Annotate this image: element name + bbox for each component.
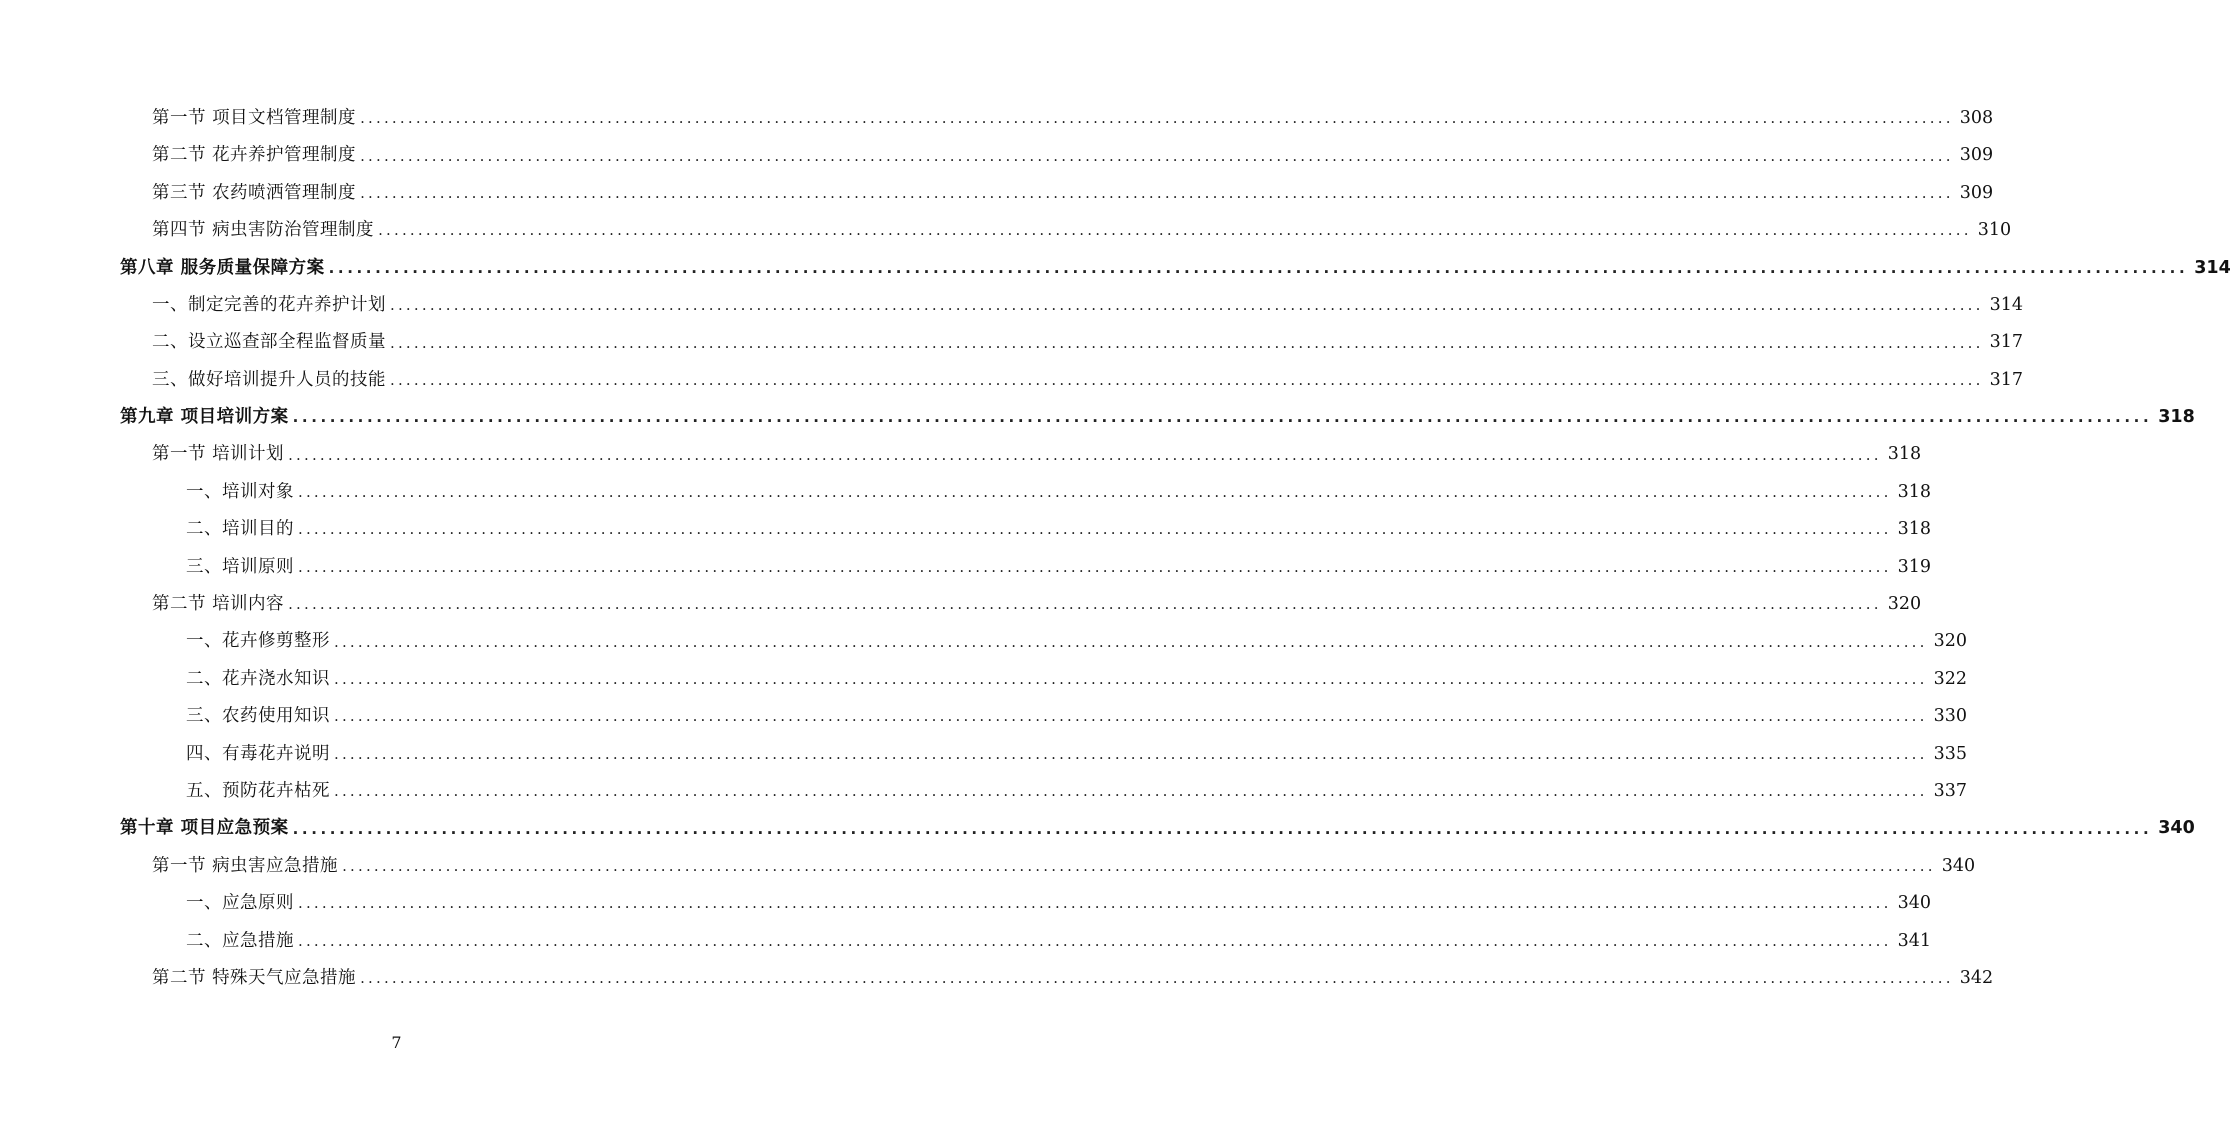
toc-entry-page: 322 [1933,668,1968,689]
toc-dot-leader: ........................................................................................................................................................................................................ [328,258,2189,277]
toc-entry-label: 第八章 服务质量保障方案 [120,257,325,278]
toc-entry-label: 第二节 特殊天气应急措施 [152,967,357,988]
toc-entry-page: 319 [1897,556,1932,577]
toc-entry-label: 二、培训目的 [186,519,294,540]
toc-subsection-entry[interactable] [0,698,1968,735]
toc-dot-leader: ........................................................................................................................................................................................................ [298,520,1892,539]
toc-entry-page: 335 [1933,743,1968,764]
toc-entry-label: 第三节 农药喷洒管理制度 [152,182,357,203]
toc-section-entry[interactable] [0,287,2024,324]
toc-section-entry[interactable] [0,437,1922,474]
toc-entry-page: 318 [1887,444,1922,465]
toc-entry-page: 318 [1897,519,1932,540]
toc-entry-page: 309 [1959,145,1994,166]
toc-dot-leader: ........................................................................................................................................................................................................ [298,931,1892,950]
toc-entry-page: 340 [1941,855,1976,876]
toc-entry-label: 第一节 病虫害应急措施 [152,855,339,876]
toc-entry-label: 五、预防花卉枯死 [186,780,330,801]
toc-dot-leader: ........................................................................................................................................................................................................ [390,370,1984,389]
toc-chapter-entry[interactable] [0,810,2195,847]
toc-section-entry[interactable] [0,960,1994,997]
toc-entry-page: 341 [1897,930,1932,951]
toc-section-entry[interactable] [0,100,1994,137]
toc-entry-page: 340 [1897,893,1932,914]
toc-entry-label: 一、制定完善的花卉养护计划 [152,294,386,315]
table-of-contents [0,100,2231,997]
toc-dot-leader: ........................................................................................................................................................................................................ [288,595,1882,614]
toc-chapter-entry[interactable] [0,250,2231,287]
toc-dot-leader: ........................................................................................................................................................................................................ [298,483,1892,502]
toc-dot-leader: ........................................................................................................................................................................................................ [334,632,1928,651]
toc-entry-label: 第一节 培训计划 [152,444,285,465]
toc-entry-label: 第十章 项目应急预案 [120,818,289,839]
toc-section-entry[interactable] [0,212,2012,249]
toc-entry-label: 第二节 花卉养护管理制度 [152,145,357,166]
toc-entry-page: 318 [2158,407,2195,428]
toc-entry-label: 一、培训对象 [186,481,294,502]
toc-dot-leader: ........................................................................................................................................................................................................ [390,296,1984,315]
toc-dot-leader: ........................................................................................................................................................................................................ [360,109,1954,128]
toc-entry-label: 第四节 病虫害防治管理制度 [152,220,375,241]
toc-entry-label: 三、做好培训提升人员的技能 [152,369,386,390]
toc-entry-page: 314 [1989,294,2024,315]
toc-subsection-entry[interactable] [0,736,1968,773]
toc-section-entry[interactable] [0,175,1994,212]
toc-dot-leader: ........................................................................................................................................................................................................ [292,408,2153,427]
toc-entry-label: 一、花卉修剪整形 [186,631,330,652]
toc-entry-label: 第九章 项目培训方案 [120,407,289,428]
toc-entry-page: 309 [1959,182,1994,203]
toc-entry-label: 第一节 项目文档管理制度 [152,107,357,128]
toc-dot-leader: ........................................................................................................................................................................................................ [342,857,1936,875]
toc-subsection-entry[interactable] [0,773,1968,810]
toc-section-entry[interactable] [0,586,1922,623]
toc-entry-page: 320 [1933,631,1968,652]
toc-dot-leader: ........................................................................................................................................................................................................ [288,445,1882,464]
toc-entry-page: 310 [1977,220,2012,241]
toc-entry-page: 314 [2194,257,2231,278]
toc-entry-label: 第二节 培训内容 [152,594,285,615]
toc-subsection-entry[interactable] [0,661,1968,698]
toc-dot-leader: ........................................................................................................................................................................................................ [378,221,1972,240]
toc-section-entry[interactable] [0,362,2024,399]
toc-dot-leader: ........................................................................................................................................................................................................ [334,744,1928,763]
toc-entry-label: 二、花卉浇水知识 [186,668,330,689]
toc-entry-page: 340 [2158,818,2195,839]
toc-entry-page: 320 [1887,594,1922,615]
toc-dot-leader: ........................................................................................................................................................................................................ [334,670,1928,689]
toc-entry-page: 330 [1933,706,1968,727]
toc-dot-leader: ........................................................................................................................................................................................................ [360,146,1954,165]
page-number: 7 [391,1033,402,1052]
toc-subsection-entry[interactable] [0,885,1932,922]
toc-entry-label: 三、培训原则 [186,556,294,577]
toc-entry-label: 二、应急措施 [186,930,294,951]
toc-section-entry[interactable] [0,848,1976,885]
toc-subsection-entry[interactable] [0,623,1968,660]
toc-dot-leader: ........................................................................................................................................................................................................ [390,333,1984,352]
toc-dot-leader: ........................................................................................................................................................................................................ [298,894,1892,913]
toc-subsection-entry[interactable] [0,474,1932,511]
toc-chapter-entry[interactable] [0,399,2195,436]
toc-entry-page: 317 [1989,332,2024,353]
toc-subsection-entry[interactable] [0,923,1932,960]
toc-subsection-entry[interactable] [0,511,1932,548]
toc-section-entry[interactable] [0,137,1994,174]
toc-entry-page: 308 [1959,107,1994,128]
toc-entry-page: 317 [1989,369,2024,390]
toc-entry-label: 四、有毒花卉说明 [186,743,330,764]
toc-dot-leader: ........................................................................................................................................................................................................ [360,969,1954,988]
toc-subsection-entry[interactable] [0,549,1932,586]
toc-entry-label: 三、农药使用知识 [186,706,330,727]
toc-section-entry[interactable] [0,324,2024,361]
toc-entry-page: 342 [1959,967,1994,988]
toc-dot-leader: ........................................................................................................................................................................................................ [360,183,1954,202]
toc-entry-label: 二、设立巡查部全程监督质量 [152,332,386,353]
toc-dot-leader: ........................................................................................................................................................................................................ [292,819,2153,838]
toc-entry-page: 337 [1933,780,1968,801]
toc-entry-label: 一、应急原则 [186,893,294,914]
toc-entry-page: 318 [1897,481,1932,502]
toc-dot-leader: ........................................................................................................................................................................................................ [334,782,1928,801]
toc-dot-leader: ........................................................................................................................................................................................................ [334,707,1928,726]
toc-dot-leader: ........................................................................................................................................................................................................ [298,557,1892,576]
